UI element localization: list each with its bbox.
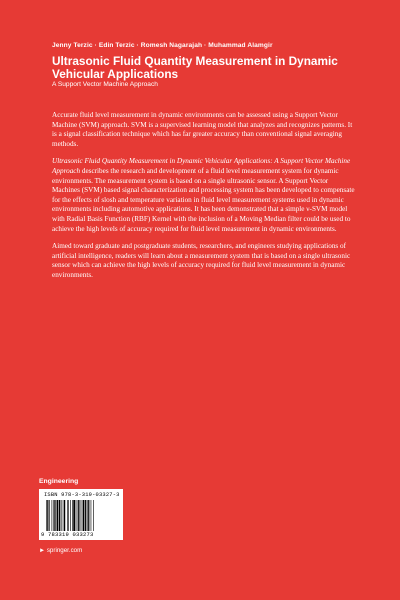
description-paragraph-1: Accurate fluid level measurement in dynamic environments can be assessed using a Support Vector Machine (SVM) approach. SVM is a supervised learning model that analyzes and recognizes patterns. It is a signal classification technique which has far greater accuracy than conventional signal averaging methods. [52, 111, 353, 148]
description-paragraph-2-text: describes the research and development of a fluid level measurement system for dynamic environments. The measurement system is based on a single ultrasonic sensor. A Support Vector Machines (SVM) based signal characterization and processing system has been developed to compensate for the effects of slosh and temperature variation in fluid level measurement systems used in dynamic environments including automotive applications. It has been demonstrated that a simple ν-SVM model with Radial Basis Function (RBF) Kernel with the inclusion of a Moving Median filter could be used to achieve the high levels of accuracy required for fluid level measurement in dynamic environments. [52, 166, 355, 233]
isbn-text: ISBN 978-3-319-03327-3 [44, 492, 120, 498]
description-paragraph-2 [52, 157, 357, 234]
barcode-icon [46, 500, 116, 531]
book-title-italic: Ultrasonic Fluid Quantity Measurement in Dynamic Vehicular Applications: A Support Vector Machine Approach [52, 157, 351, 175]
book-title: Ultrasonic Fluid Quantity Measurement in Dynamic Vehicular Applications [52, 54, 338, 81]
subject-category: Engineering [39, 478, 79, 485]
book-description [52, 111, 357, 289]
barcode-number: 9 783319 033273 [41, 531, 94, 538]
isbn-barcode [39, 489, 123, 540]
description-paragraph-3: Aimed toward graduate and postgraduate students, researchers, and engineers studying applications of artificial intelligence, readers will learn about a measurement system that is based on a single ultrasonic sensor which can achieve the high levels of accuracy required for fluid level measurement in dynamic environments. [52, 242, 351, 279]
authors: Jenny Terzic · Edin Terzic · Romesh Nagarajah · Muhammad Alamgir [52, 42, 273, 49]
publisher-website: ► springer.com [39, 547, 83, 554]
book-subtitle: A Support Vector Machine Approach [52, 81, 158, 88]
